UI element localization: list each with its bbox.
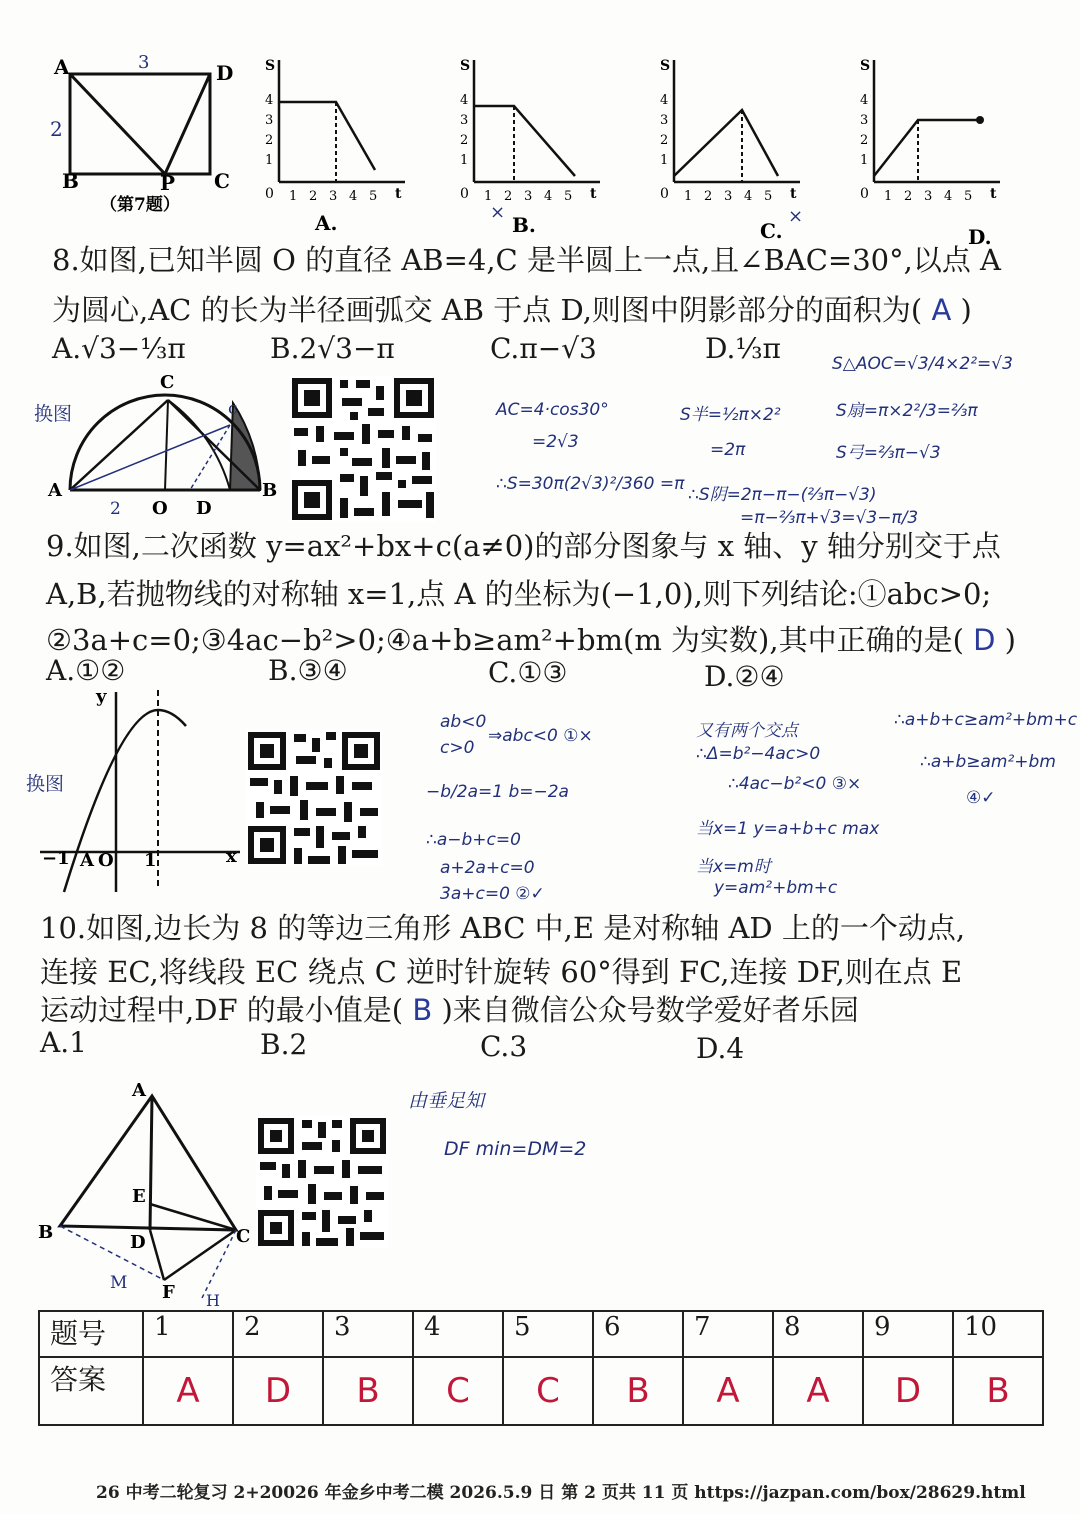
axis-s: S bbox=[460, 58, 471, 74]
q10-label-a: A bbox=[132, 1080, 146, 1101]
answer-cell: B bbox=[356, 1371, 380, 1411]
q9-option-d: D.②④ bbox=[704, 660, 785, 693]
answer-cell: D bbox=[894, 1371, 922, 1411]
q9-label-neg1: −1 bbox=[42, 848, 70, 869]
q10-line3-text: 运动过程中,DF 的最小值是( bbox=[40, 993, 404, 1027]
tick-y: 2 bbox=[460, 133, 469, 148]
question-number: 3 bbox=[323, 1311, 413, 1357]
tick-y: 1 bbox=[660, 153, 669, 168]
question-number: 4 bbox=[413, 1311, 503, 1357]
q8-note-swap: 换图 bbox=[34, 403, 73, 425]
q9-note-14: ∴a+b+c≥am²+bm+c bbox=[894, 710, 1078, 730]
q9-note-5: ∴a−b+c=0 bbox=[426, 830, 521, 850]
q10-label-c: C bbox=[236, 1226, 251, 1247]
question-number: 10 bbox=[953, 1311, 1043, 1357]
q9-note-10: ∴4ac−b²<0 ③× bbox=[728, 774, 862, 794]
q8-note-10: =π−⅔π+√3=√3−π/3 bbox=[740, 508, 919, 528]
q9-line2: A,B,若抛物线的对称轴 x=1,点 A 的坐标为(−1,0),则下列结论:①abc>0; bbox=[46, 577, 992, 611]
q9-label-x: x bbox=[226, 846, 237, 867]
q9-figure bbox=[20, 680, 250, 900]
q9-answer: D bbox=[973, 623, 996, 657]
q8-note-5: =2π bbox=[710, 440, 746, 460]
origin: 0 bbox=[460, 186, 469, 202]
header-label: 题号 bbox=[39, 1311, 143, 1357]
fig7-graph-d bbox=[860, 58, 1000, 249]
tick: 3 bbox=[524, 189, 533, 204]
q10-label-d: D bbox=[130, 1232, 146, 1253]
q9-option-a: A.①② bbox=[46, 654, 126, 687]
q9-label-a: A bbox=[80, 850, 94, 871]
axis-t: t bbox=[395, 186, 402, 202]
tick: 3 bbox=[724, 189, 733, 204]
fig7-caption: （第7题） bbox=[100, 195, 180, 215]
q9-note-7: 3a+c=0 ②✓ bbox=[440, 884, 545, 904]
tick: 5 bbox=[964, 189, 973, 204]
answer-cell: C bbox=[536, 1371, 560, 1411]
q8-line1: 8.如图,已知半圆 O 的直径 AB=4,C 是半圆上一点,且∠BAC=30°,以点 A bbox=[52, 243, 1001, 277]
tick-y: 3 bbox=[265, 113, 274, 128]
q9-note-2: c>0 bbox=[440, 738, 475, 758]
tick-y: 1 bbox=[860, 153, 869, 168]
q8-qr-code bbox=[290, 376, 436, 522]
q9-note-11: 当x=1 y=a+b+c max bbox=[696, 819, 880, 839]
tick: 1 bbox=[884, 189, 893, 204]
q8-note-1: AC=4·cos30° bbox=[496, 400, 609, 420]
axis-t: t bbox=[790, 186, 797, 202]
question-number: 1 bbox=[143, 1311, 233, 1357]
tick: 5 bbox=[564, 189, 573, 204]
answer-cell: C bbox=[446, 1371, 470, 1411]
question-number: 9 bbox=[863, 1311, 953, 1357]
q8-figure bbox=[30, 370, 290, 520]
q8-label-c: C bbox=[160, 372, 175, 393]
axis-t: t bbox=[590, 186, 597, 202]
fig7-graph-a bbox=[265, 58, 405, 235]
q10-option-a: A.1 bbox=[40, 1026, 87, 1059]
q8-option-c: C.π−√3 bbox=[490, 332, 597, 365]
q9-note-16: ④✓ bbox=[966, 788, 996, 808]
answer-table bbox=[38, 1310, 1044, 1426]
tick-y: 3 bbox=[460, 113, 469, 128]
q10-qr-code bbox=[256, 1116, 388, 1248]
tick: 1 bbox=[684, 189, 693, 204]
q9-note-9: ∴Δ=b²−4ac>0 bbox=[696, 744, 821, 764]
origin: 0 bbox=[860, 186, 869, 202]
tick-y: 4 bbox=[460, 93, 469, 108]
axis-s: S bbox=[860, 58, 871, 74]
tick: 4 bbox=[544, 189, 553, 204]
tick: 5 bbox=[764, 189, 773, 204]
answer-cell: A bbox=[176, 1371, 200, 1411]
tick-y: 3 bbox=[860, 113, 869, 128]
fig7-label-b: B bbox=[62, 169, 79, 193]
q10-note-2: DF min=DM=2 bbox=[444, 1138, 587, 1160]
tick: 3 bbox=[924, 189, 933, 204]
q9-line1: 9.如图,二次函数 y=ax²+bx+c(a≠0)的部分图象与 x 轴、y 轴分别交于点 bbox=[46, 529, 1001, 563]
axis-s: S bbox=[265, 58, 276, 74]
fig7-graph-b bbox=[460, 58, 600, 237]
q8-option-b: B.2√3−π bbox=[270, 332, 395, 365]
q9-close: ) bbox=[1004, 623, 1016, 657]
q9-note-swap: 换图 bbox=[26, 773, 65, 795]
tick-y: 4 bbox=[860, 93, 869, 108]
q8-label-b: B bbox=[262, 480, 278, 501]
q9-line3-text: ②3a+c=0;③4ac−b²>0;④a+b≥am²+bm(m 为实数),其中正确的是( bbox=[46, 623, 964, 657]
q8-label-o: O bbox=[152, 498, 168, 519]
q9-label-one: 1 bbox=[144, 850, 157, 871]
tick: 2 bbox=[704, 189, 713, 204]
q8-note-4: S半=½π×2² bbox=[680, 405, 781, 425]
option-label: C. bbox=[760, 219, 783, 243]
question-number: 5 bbox=[503, 1311, 593, 1357]
tick: 2 bbox=[904, 189, 913, 204]
fig7-label-top: 3 bbox=[138, 52, 150, 73]
q10-figure bbox=[30, 1070, 270, 1310]
tick: 4 bbox=[349, 189, 358, 204]
q9-note-15: ∴a+b≥am²+bm bbox=[920, 752, 1056, 772]
mark-wrong: × bbox=[490, 202, 506, 223]
answer-cell: A bbox=[806, 1371, 830, 1411]
fig7-label-a: A bbox=[54, 55, 70, 79]
q10-option-b: B.2 bbox=[260, 1028, 308, 1061]
answer-cell: D bbox=[264, 1371, 292, 1411]
q8-label-a: A bbox=[48, 480, 62, 501]
q9-note-1: ab<0 bbox=[440, 712, 487, 732]
q9-label-y: y bbox=[96, 686, 107, 707]
tick-y: 4 bbox=[660, 93, 669, 108]
option-label: D. bbox=[968, 225, 992, 249]
tick: 5 bbox=[369, 189, 378, 204]
q8-label-two: 2 bbox=[110, 499, 121, 519]
q10-option-d: D.4 bbox=[696, 1032, 745, 1065]
q9-line3 bbox=[46, 620, 1016, 660]
answer-cell: A bbox=[716, 1371, 740, 1411]
q8-note-8: S弓=⅔π−√3 bbox=[836, 443, 941, 463]
q9-option-b: B.③④ bbox=[268, 654, 348, 687]
q9-note-8: 又有两个交点 bbox=[696, 721, 798, 741]
q9-note-12: 当x=m时 bbox=[696, 857, 771, 877]
tick-y: 1 bbox=[265, 153, 274, 168]
q8-option-d: D.⅓π bbox=[705, 332, 781, 365]
answer-cell: B bbox=[986, 1371, 1010, 1411]
q8-note-6: S△AOC=√3/4×2²=√3 bbox=[832, 354, 1013, 374]
q10-label-h: H bbox=[206, 1291, 220, 1310]
option-label: A. bbox=[315, 211, 338, 235]
q10-label-m: M bbox=[110, 1273, 128, 1293]
fig7-label-c: C bbox=[214, 169, 230, 193]
tick: 4 bbox=[744, 189, 753, 204]
q10-line2: 连接 EC,将线段 EC 绕点 C 逆时针旋转 60°得到 FC,连接 DF,则在点 E bbox=[40, 955, 963, 989]
answer-label: 答案 bbox=[39, 1357, 143, 1425]
tick: 1 bbox=[289, 189, 298, 204]
option-label: B. bbox=[512, 213, 536, 237]
axis-s: S bbox=[660, 58, 671, 74]
tick-y: 2 bbox=[265, 133, 274, 148]
fig7-figures bbox=[40, 40, 1060, 250]
tick-y: 4 bbox=[265, 93, 274, 108]
answer-cell: B bbox=[626, 1371, 650, 1411]
q9-qr-code bbox=[246, 730, 382, 866]
q8-line2-text: 为圆心,AC 的长为半径画弧交 AB 于点 D,则图中阴影部分的面积为( bbox=[52, 293, 923, 327]
q10-label-f: F bbox=[162, 1282, 175, 1303]
q8-note-9: ∴S阴=2π−π−(⅔π−√3) bbox=[688, 485, 877, 505]
q10-line3-tail: )来自微信公众号数学爱好者乐园 bbox=[441, 993, 859, 1027]
q8-note-2: =2√3 bbox=[532, 432, 579, 452]
origin: 0 bbox=[265, 186, 274, 202]
tick: 2 bbox=[504, 189, 513, 204]
q8-label-c-hand: c bbox=[228, 399, 238, 419]
answer-table-header-row bbox=[39, 1311, 1043, 1357]
q10-option-c: C.3 bbox=[480, 1030, 528, 1063]
q10-label-b: B bbox=[38, 1222, 54, 1243]
tick-y: 3 bbox=[660, 113, 669, 128]
answer-table-answer-row bbox=[39, 1357, 1043, 1425]
question-number: 8 bbox=[773, 1311, 863, 1357]
q9-label-o: O bbox=[98, 850, 114, 871]
q8-option-a: A.√3−⅓π bbox=[52, 332, 186, 365]
tick: 2 bbox=[309, 189, 318, 204]
q9-note-6: a+2a+c=0 bbox=[440, 858, 535, 878]
q8-note-3: ∴S=30π(2√3)²/360 =π bbox=[496, 474, 685, 494]
q8-line2 bbox=[52, 290, 972, 330]
tick: 4 bbox=[944, 189, 953, 204]
fig7-rectangle bbox=[70, 74, 210, 174]
page-footer: 26 中考二轮复习 2+20026 年金乡中考二模 2026.5.9 日 第 2 页共 11 页 https://jazpan.com/box/28629.html bbox=[96, 1483, 1026, 1503]
q9-note-3: ⇒abc<0 ①× bbox=[488, 726, 593, 746]
q10-label-e: E bbox=[132, 1186, 146, 1207]
tick: 1 bbox=[484, 189, 493, 204]
question-number: 6 bbox=[593, 1311, 683, 1357]
tick: 3 bbox=[329, 189, 338, 204]
q8-note-7: S扇=π×2²/3=⅔π bbox=[836, 401, 978, 421]
fig7-graph-c bbox=[660, 58, 803, 243]
mark-wrong: × bbox=[788, 206, 804, 227]
q8-close: ) bbox=[960, 293, 972, 327]
tick-y: 1 bbox=[460, 153, 469, 168]
q10-note-1: 由垂足知 bbox=[408, 1090, 485, 1112]
fig7-label-d: D bbox=[216, 61, 234, 85]
tick-y: 2 bbox=[660, 133, 669, 148]
axis-t: t bbox=[990, 186, 997, 202]
tick-y: 2 bbox=[860, 133, 869, 148]
fig7-label-p: P bbox=[160, 171, 176, 195]
q8-answer: A bbox=[931, 293, 952, 327]
q10-line1: 10.如图,边长为 8 的等边三角形 ABC 中,E 是对称轴 AD 上的一个动点, bbox=[40, 911, 966, 945]
q10-answer: B bbox=[412, 993, 433, 1027]
question-number: 7 bbox=[683, 1311, 773, 1357]
fig7-label-left: 2 bbox=[50, 117, 63, 141]
q9-note-4: −b/2a=1 b=−2a bbox=[426, 782, 569, 802]
q8-label-d: D bbox=[196, 498, 212, 519]
q9-option-c: C.①③ bbox=[488, 656, 568, 689]
question-number: 2 bbox=[233, 1311, 323, 1357]
q9-note-13: y=am²+bm+c bbox=[714, 878, 838, 898]
origin: 0 bbox=[660, 186, 669, 202]
q10-line3 bbox=[40, 990, 859, 1030]
